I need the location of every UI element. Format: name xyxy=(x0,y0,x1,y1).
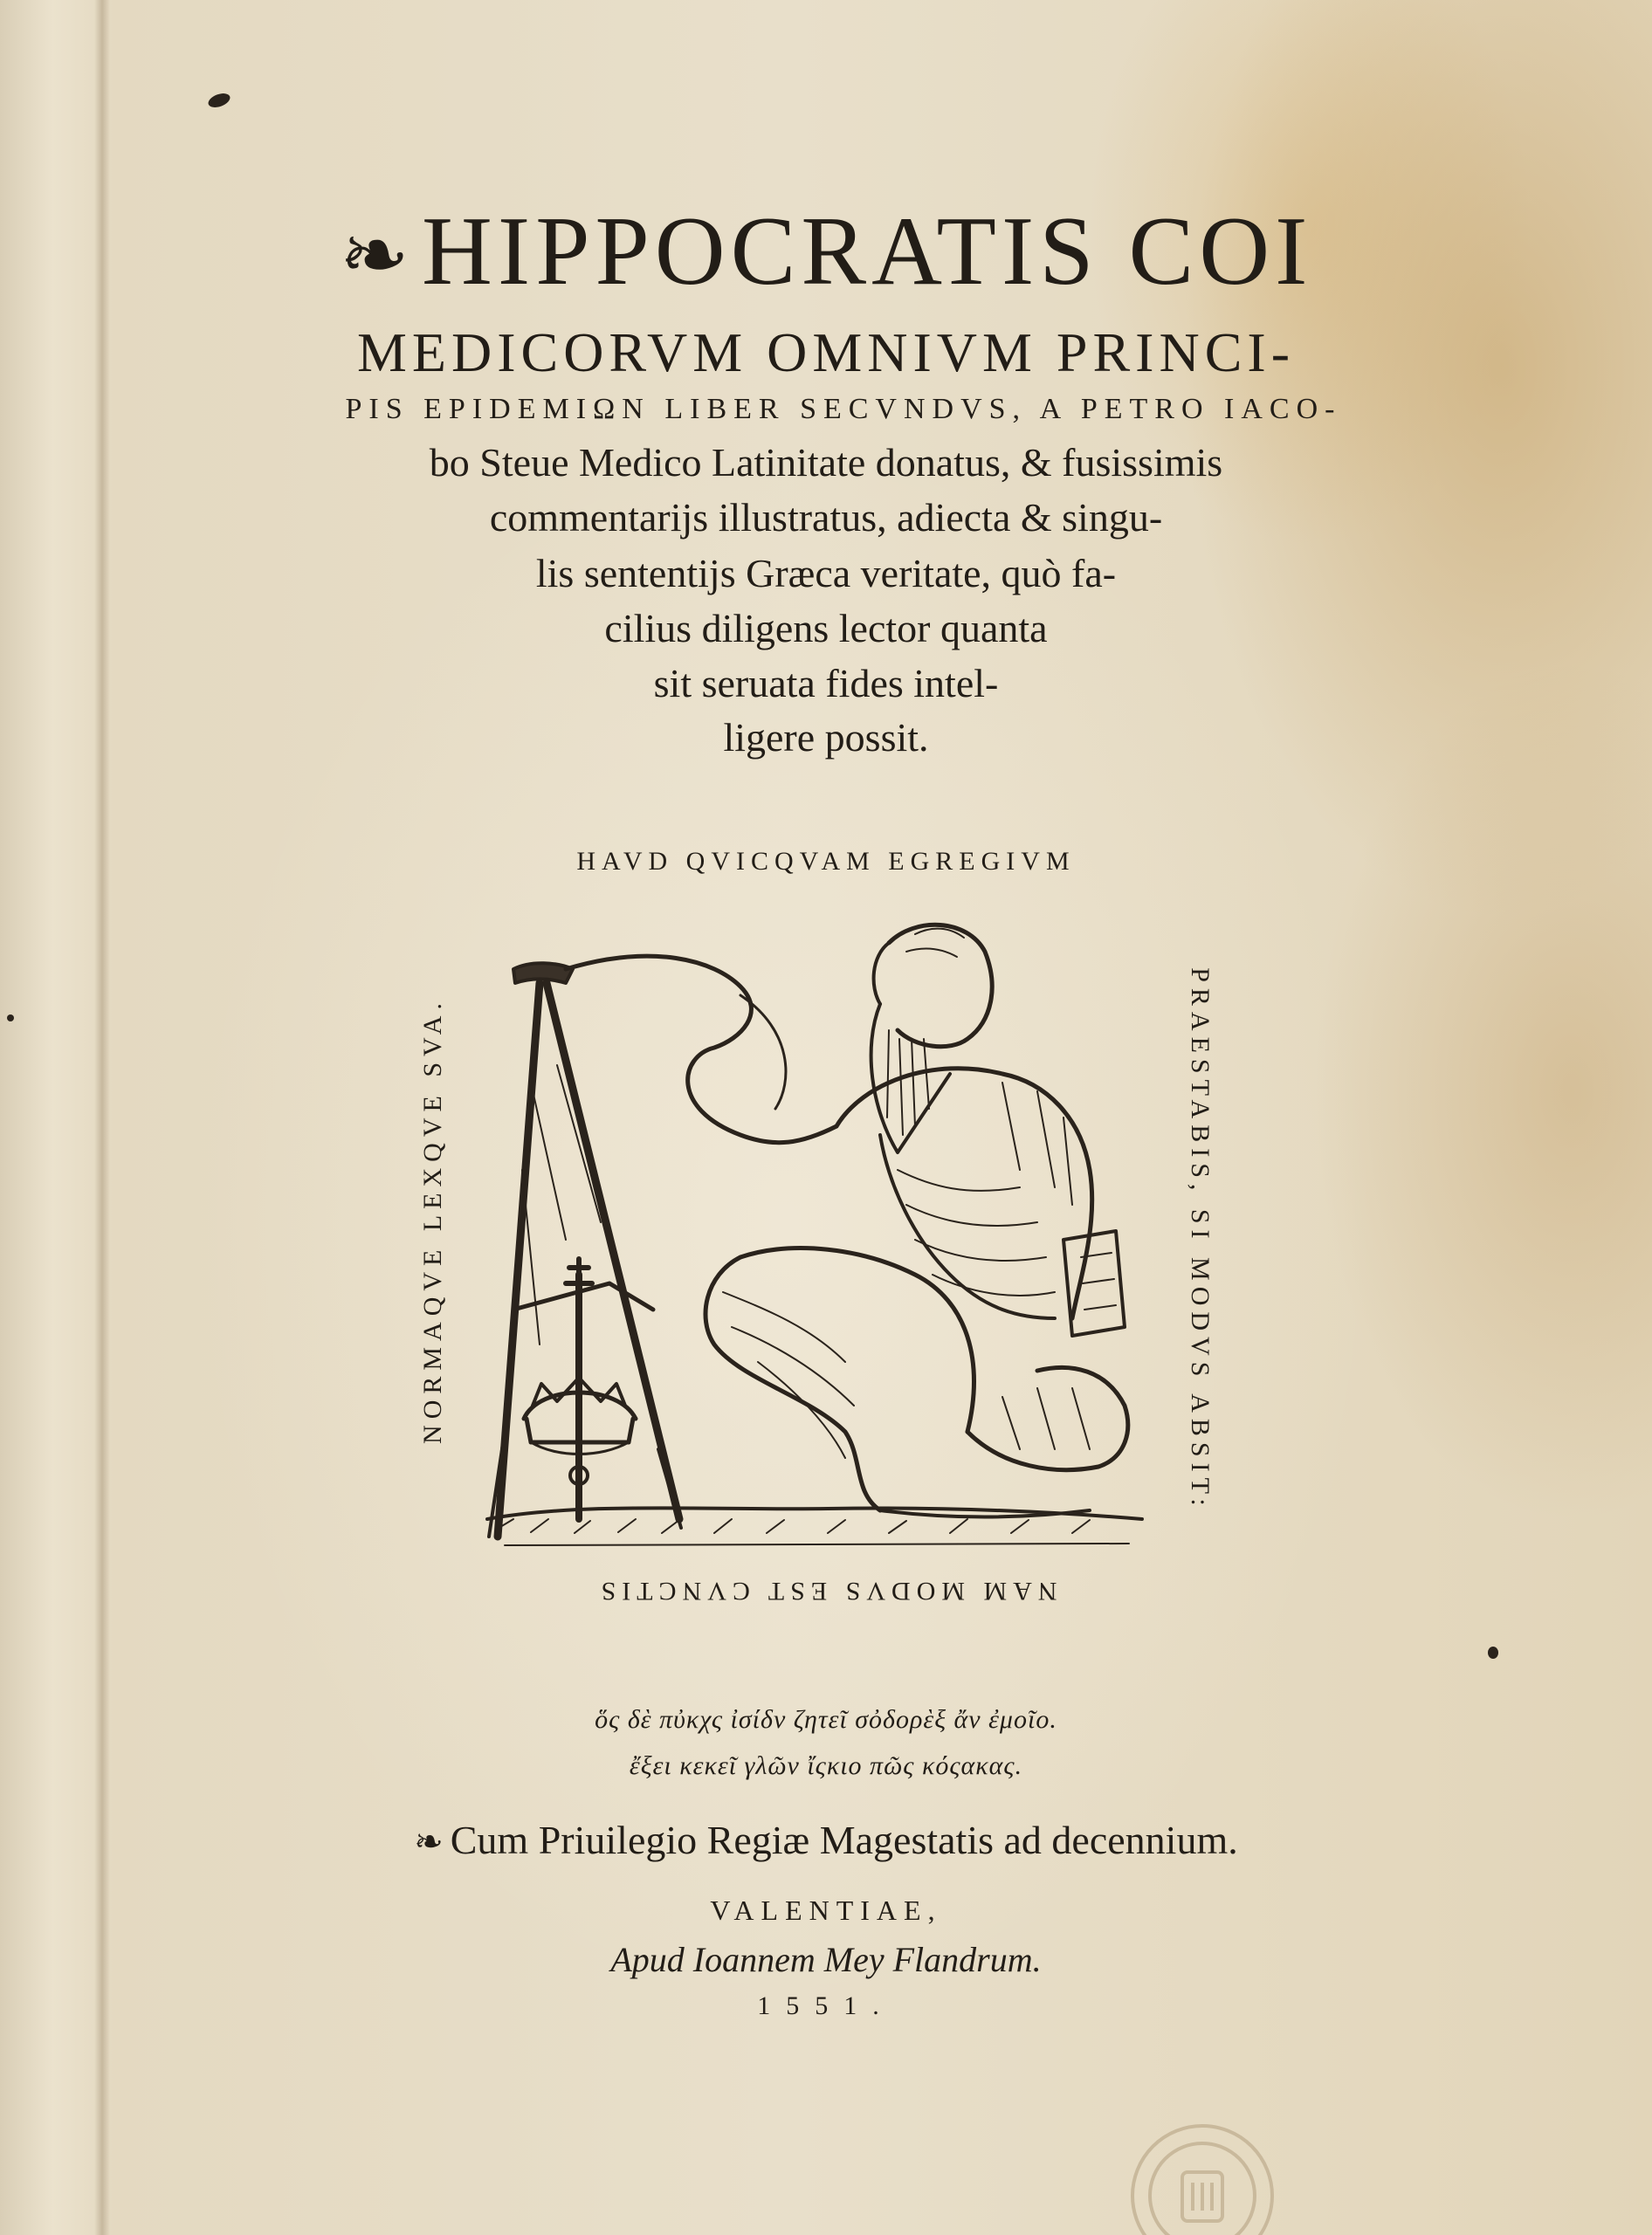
title-line-4: bo Steue Medico Latinitate donatus, & fusissimis xyxy=(429,440,1223,485)
woodcut-illustration xyxy=(478,908,1151,1559)
device-motto-left: NORMAQVE LEXQVE SVA. xyxy=(417,997,447,1444)
fleuron-ornament: ❧ xyxy=(414,1822,444,1861)
ink-speck xyxy=(206,91,231,110)
imprint-printer: Apud Ioannem Mey Flandrum. xyxy=(610,1940,1042,1979)
greek-verse-line-1: ὅς δὲ πὐκχς ἰσίδν ζητεῖ σὀδορὲξ ἄν ἐμοῖο. xyxy=(595,1705,1057,1734)
title-line-1: ❧HIPPOCRATIS COI xyxy=(339,197,1313,306)
title-line-2: MEDICORVM OMNIVM PRINCI- xyxy=(356,321,1296,383)
title-line-7: cilius diligens lector quanta xyxy=(604,606,1048,650)
library-blind-stamp xyxy=(1119,2113,1285,2235)
title-line-6: lis sententijs Græca veritate, quò fa- xyxy=(535,551,1117,595)
title-line-5: commentarijs illustratus, adiecta & singu- xyxy=(489,495,1163,540)
title-line-9: ligere possit. xyxy=(723,715,929,760)
ink-speck xyxy=(7,1014,14,1021)
title-line-8: sit seruata fides intel- xyxy=(653,661,999,705)
greek-verse-line-2: ἔξει κεκεῖ γλῶν ἴςκιο πῶς κόςακας. xyxy=(629,1751,1023,1780)
device-motto-right: PRAESTABIS, SI MODVS ABSIT: xyxy=(1185,967,1215,1512)
imprint-city: VALENTIAE, xyxy=(710,1895,942,1926)
ink-speck xyxy=(1488,1647,1498,1659)
title-line-3: PIS EPIDEMIΩN LIBER SECVNDVS, A PETRO IACO- xyxy=(345,393,1342,425)
device-motto-bottom: NAM MODVS EST CVNCTIS xyxy=(595,1577,1057,1606)
device-motto-top: HAVD QVICQVAM EGREGIVM xyxy=(576,847,1076,876)
privilege-line: ❧ Cum Priuilegio Regiæ Magestatis ad decennium. xyxy=(414,1818,1238,1862)
fleuron-ornament: ❧ xyxy=(339,209,416,302)
imprint-year: 1551. xyxy=(757,1991,895,2020)
